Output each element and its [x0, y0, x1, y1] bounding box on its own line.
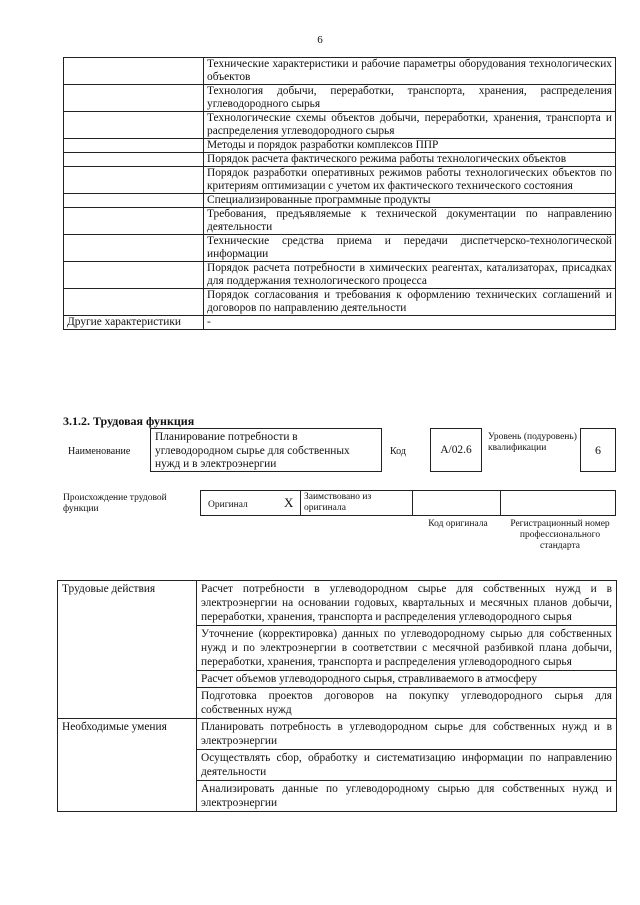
level-value-box: 6 [580, 428, 616, 472]
group-label: Необходимые умения [58, 719, 197, 812]
empty-cell [64, 289, 204, 316]
code-value-box: А/02.6 [430, 428, 482, 472]
knowledge-item: Технические характеристики и рабочие параметры оборудования технологических объектов [204, 58, 616, 85]
knowledge-item: Технология добычи, переработки, транспорта, хранения, распределения углеводородного сырья [204, 85, 616, 112]
list-item: Расчет объемов углеводородного сырья, стравливаемого в атмосферу [197, 671, 617, 688]
table-row [64, 167, 616, 194]
labor-function-table [57, 580, 617, 812]
empty-cell [64, 153, 204, 167]
code-original-label: Код оригинала [428, 519, 488, 529]
knowledge-item: Технические средства приема и передачи диспетчерско-технологической информации [204, 235, 616, 262]
table-row [64, 58, 616, 85]
table-row [64, 235, 616, 262]
knowledge-item: Требования, предъявляемые к технической документации по направлению деятельности [204, 208, 616, 235]
table-row [64, 194, 616, 208]
level-label: Уровень (подуровень) квалификации [488, 432, 577, 453]
table-row [58, 581, 617, 626]
table-row [58, 719, 617, 750]
list-item: Подготовка проектов договоров на покупку углеводородного сырья для собственных нужд [197, 688, 617, 719]
empty-cell [64, 58, 204, 85]
knowledge-item: Технологические схемы объектов добычи, переработки, хранения, транспорта и распределения углеводородного сырья [204, 112, 616, 139]
empty-cell [64, 208, 204, 235]
table-row [64, 262, 616, 289]
knowledge-item: Специализированные программные продукты [204, 194, 616, 208]
name-label: Наименование [68, 446, 131, 457]
empty-cell [64, 112, 204, 139]
group-label: Трудовые действия [58, 581, 197, 719]
table-row [64, 289, 616, 316]
borrowed-label: Заимствовано из оригинала [304, 492, 372, 513]
section-title: 3.1.2. Трудовая функция [63, 414, 195, 428]
knowledge-item: Порядок согласования и требования к оформлению технических соглашений и договоров по направлению деятельности [204, 289, 616, 316]
knowledge-table [63, 57, 616, 330]
original-mark: X [284, 495, 294, 510]
list-item: Анализировать данные по углеводородному сырью для собственных нужд и электроэнергии [197, 781, 617, 812]
empty-cell [64, 262, 204, 289]
page-number: 6 [317, 34, 323, 46]
knowledge-item: Порядок разработки оперативных режимов работы технологических объектов по критериям оптимизации с учетом их фактического технического состояния [204, 167, 616, 194]
table-row [64, 139, 616, 153]
other-value: - [204, 316, 616, 330]
code-label: Код [390, 446, 406, 457]
empty-cell [64, 235, 204, 262]
function-name-box: Планирование потребности в углеводородном сырье для собственных нужд и в электроэнергии [150, 428, 382, 472]
knowledge-item: Методы и порядок разработки комплексов ППР [204, 139, 616, 153]
table-row [64, 85, 616, 112]
origin-divider-2 [412, 490, 413, 516]
reg-number-label: Регистрационный номер профессионального стандарта [510, 519, 610, 551]
empty-cell [64, 194, 204, 208]
list-item: Осуществлять сбор, обработку и систематизацию информации по направлению деятельности [197, 750, 617, 781]
table-row [64, 112, 616, 139]
origin-divider-1 [300, 490, 301, 516]
original-label: Оригинал [208, 500, 248, 510]
origin-divider-3 [500, 490, 501, 516]
other-label: Другие характеристики [64, 316, 204, 330]
empty-cell [64, 167, 204, 194]
list-item: Расчет потребности в углеводородном сырье для собственных нужд и в электроэнергии на основании годовых, квартальных и месячных планов добычи, переработки, хранения, транспорта и распределения углеводородного сырья [197, 581, 617, 626]
table-row [64, 316, 616, 330]
table-row [64, 153, 616, 167]
empty-cell [64, 139, 204, 153]
origin-label: Происхождение трудовой функции [63, 493, 167, 514]
knowledge-item: Порядок расчета фактического режима работы технологических объектов [204, 153, 616, 167]
list-item: Планировать потребность в углеводородном сырье для собственных нужд и в электроэнергии [197, 719, 617, 750]
empty-cell [64, 85, 204, 112]
knowledge-item: Порядок расчета потребности в химических реагентах, катализаторах, присадках для поддержания технологического процесса [204, 262, 616, 289]
table-row [64, 208, 616, 235]
list-item: Уточнение (корректировка) данных по углеводородному сырью для собственных нужд и по электроэнергии в соответствии с месячной разбивкой плана добычи, переработки, хранения, транспорта и распределения углеводородного сырья [197, 626, 617, 671]
